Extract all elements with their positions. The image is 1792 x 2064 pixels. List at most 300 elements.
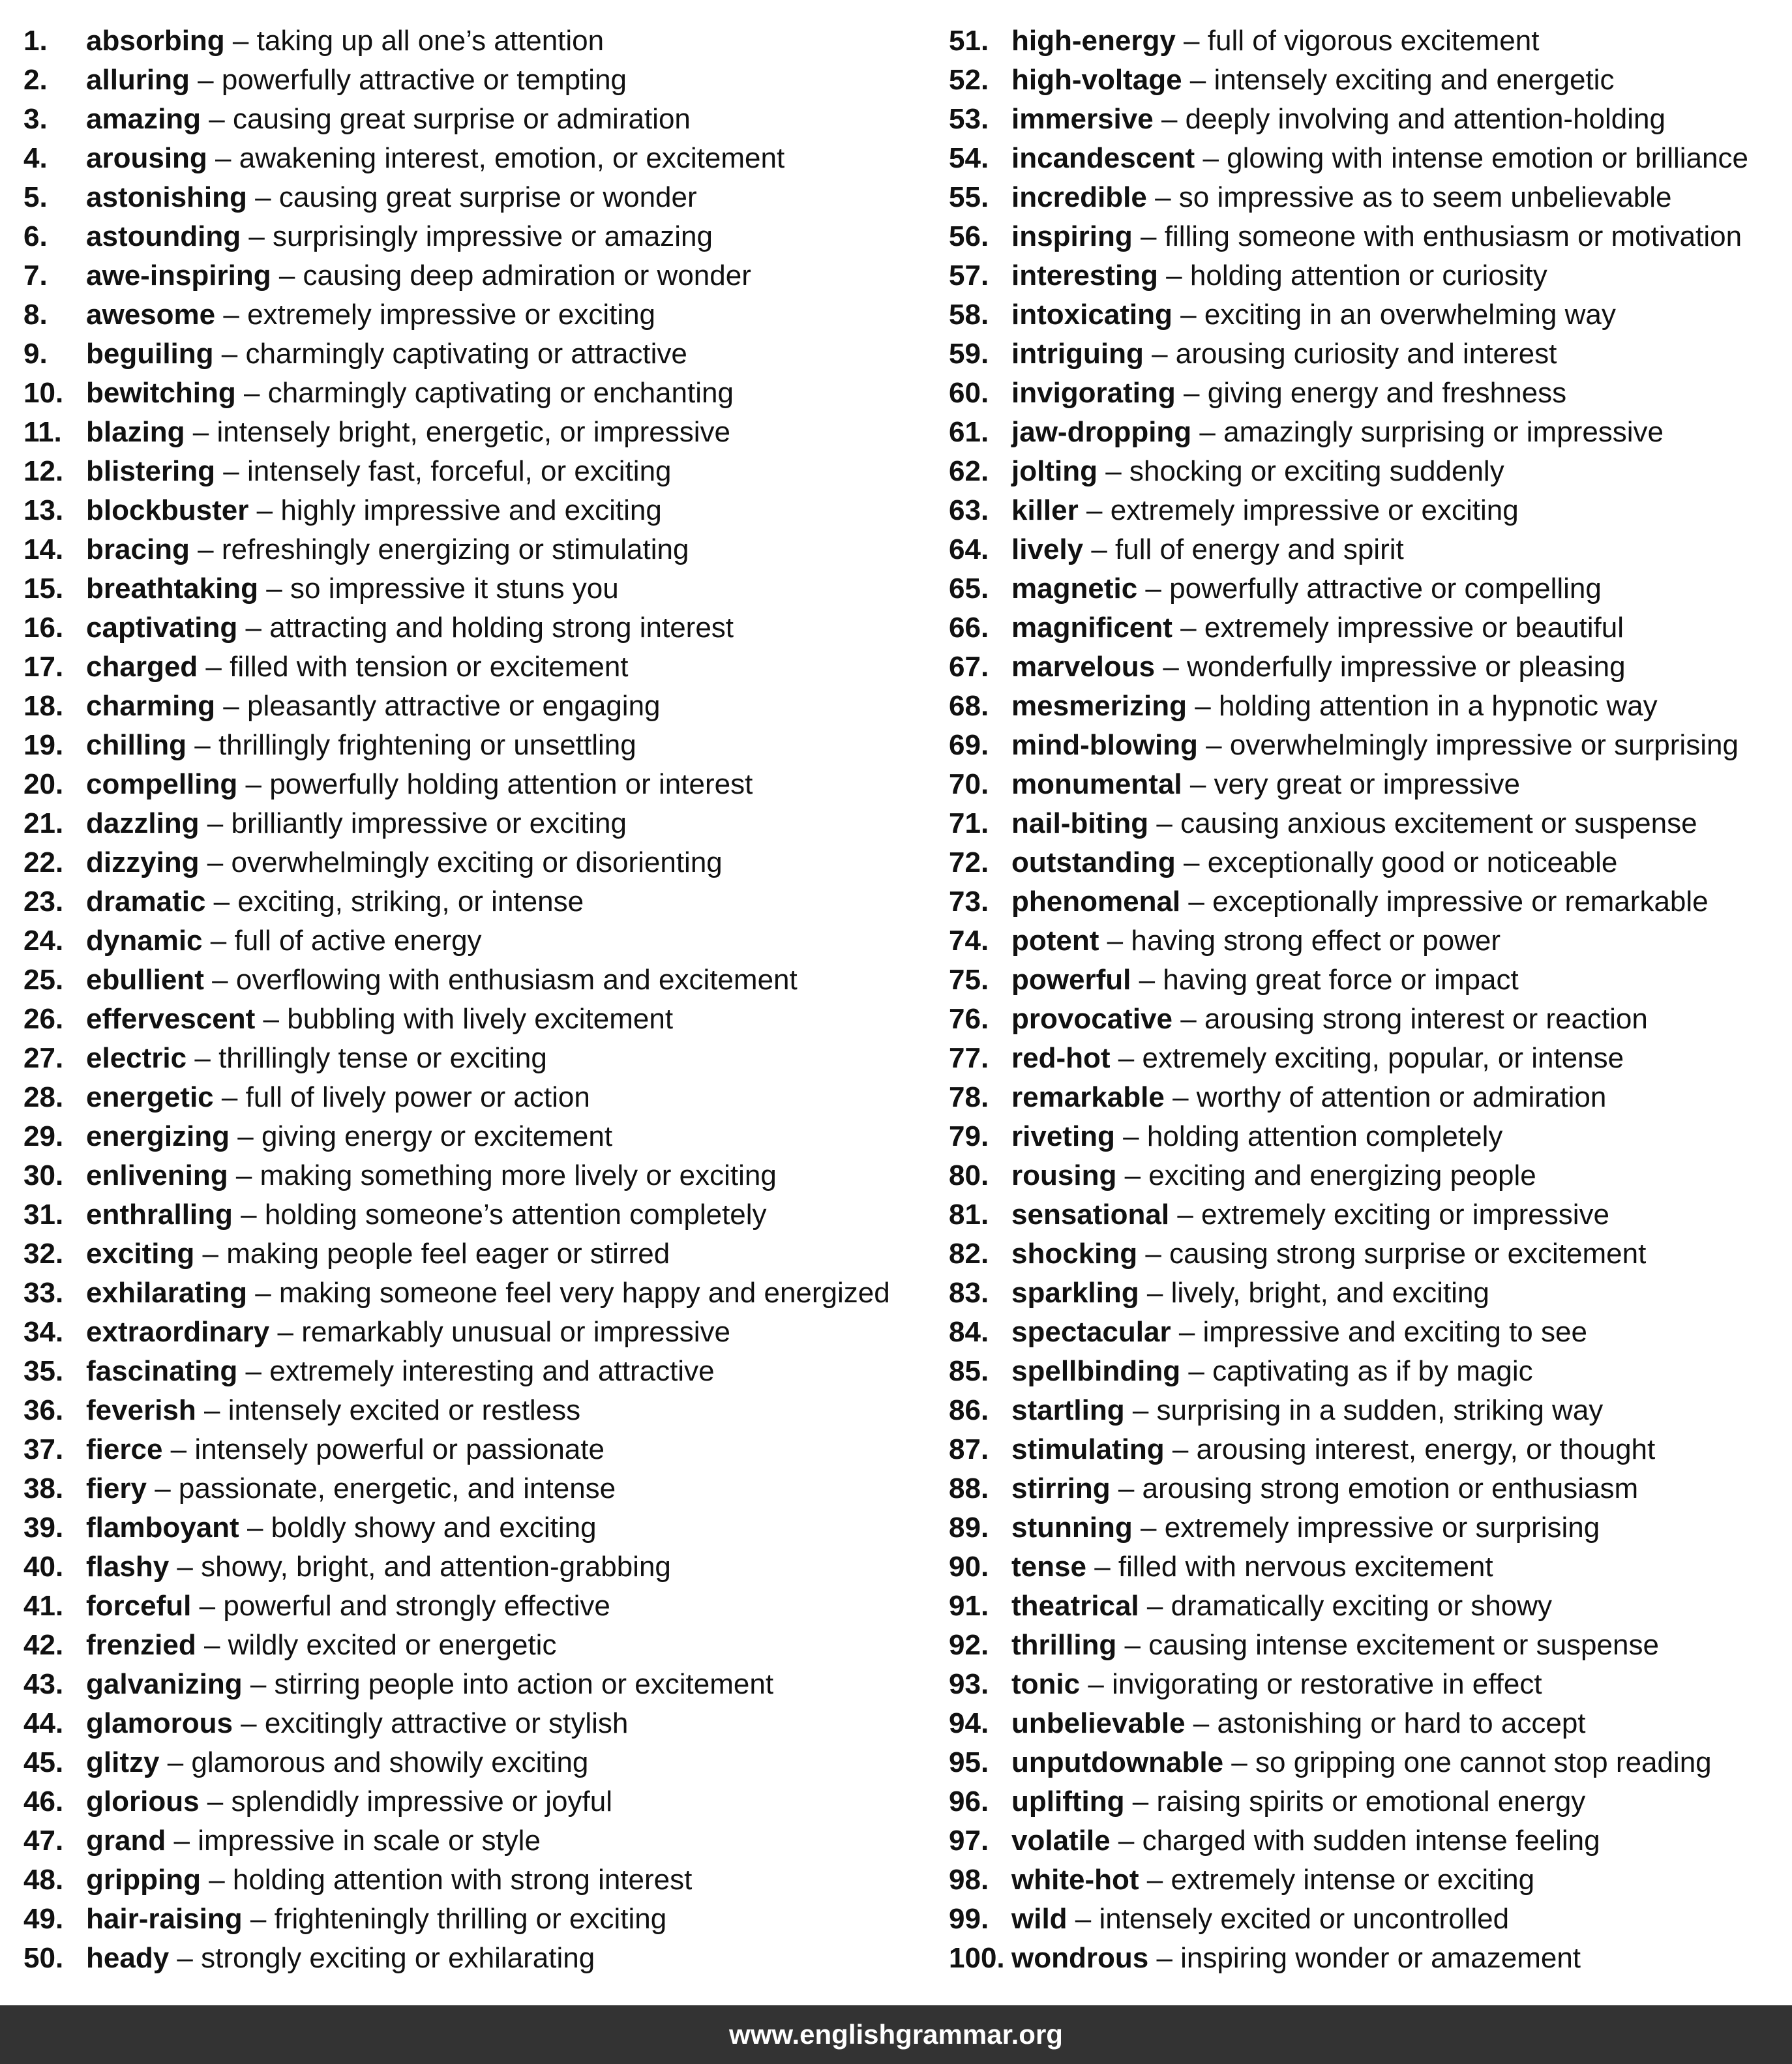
- item-number: 6.: [23, 220, 48, 252]
- list-item: [23, 1548, 923, 1587]
- item-word: mesmerizing: [1011, 690, 1187, 722]
- item-word: monumental: [1011, 768, 1182, 800]
- footer-url[interactable]: www.englishgrammar.org: [729, 2019, 1063, 2050]
- item-word: dramatic: [86, 886, 206, 918]
- item-word: theatrical: [1011, 1590, 1139, 1622]
- item-number: 91.: [949, 1590, 989, 1622]
- item-word: lively: [1011, 533, 1084, 565]
- list-item: [949, 1156, 1790, 1195]
- list-item: [949, 961, 1790, 1000]
- list-item: [949, 726, 1790, 765]
- item-word: forceful: [86, 1590, 192, 1622]
- item-word: beguiling: [86, 338, 214, 370]
- item-separator: –: [213, 886, 230, 918]
- item-number: 49.: [23, 1903, 64, 1935]
- item-separator: –: [215, 142, 231, 174]
- item-word: thrilling: [1011, 1629, 1117, 1661]
- item-text: [1011, 1156, 1536, 1195]
- item-separator: –: [266, 573, 282, 605]
- item-definition: astonishing or hard to accept: [1217, 1707, 1586, 1739]
- item-text: [1011, 413, 1664, 452]
- item-definition: dramatically exciting or showy: [1171, 1590, 1553, 1622]
- item-word: wondrous: [1011, 1942, 1149, 1974]
- list-item: [23, 726, 923, 765]
- item-number: 63.: [949, 494, 989, 526]
- item-number: 56.: [949, 220, 989, 252]
- item-definition: splendidly impressive or joyful: [231, 1786, 612, 1817]
- item-separator: –: [1166, 260, 1182, 292]
- list-item: [23, 961, 923, 1000]
- item-separator: –: [1156, 807, 1172, 839]
- item-number: 79.: [949, 1120, 989, 1152]
- item-text: [1011, 530, 1404, 569]
- item-text: [1011, 921, 1501, 961]
- item-separator: –: [170, 1433, 187, 1465]
- item-text: [1011, 100, 1665, 139]
- item-separator: –: [223, 690, 239, 722]
- item-separator: –: [198, 533, 214, 565]
- item-definition: full of active energy: [234, 925, 482, 957]
- item-separator: –: [241, 1199, 257, 1231]
- list-item: [949, 843, 1790, 882]
- item-separator: –: [1118, 1042, 1135, 1074]
- item-number: 14.: [23, 533, 64, 565]
- item-number: 30.: [23, 1159, 64, 1191]
- item-text: [86, 1117, 612, 1156]
- list-item: [949, 1939, 1790, 1978]
- item-text: [1011, 765, 1520, 804]
- item-word: dizzying: [86, 846, 200, 878]
- item-number: 35.: [23, 1355, 64, 1387]
- list-item: [23, 1117, 923, 1156]
- list-item: [23, 843, 923, 882]
- list-item: [949, 1391, 1790, 1430]
- item-word: glorious: [86, 1786, 200, 1817]
- item-number: 33.: [23, 1277, 64, 1309]
- item-word: alluring: [86, 64, 190, 96]
- item-text: [1011, 1391, 1603, 1430]
- list-item: [23, 1352, 923, 1391]
- list-item: [23, 882, 923, 921]
- item-separator: –: [1177, 1199, 1193, 1231]
- item-text: [1011, 1078, 1606, 1117]
- item-number: 85.: [949, 1355, 989, 1387]
- item-separator: –: [1152, 338, 1168, 370]
- item-definition: wonderfully impressive or pleasing: [1187, 651, 1626, 683]
- item-separator: –: [1139, 964, 1156, 996]
- item-word: hair-raising: [86, 1903, 243, 1935]
- item-separator: –: [205, 651, 222, 683]
- list-item: [949, 413, 1790, 452]
- item-text: [1011, 1665, 1542, 1704]
- item-text: [1011, 843, 1617, 882]
- list-item: [949, 1861, 1790, 1900]
- item-definition: thrillingly tense or exciting: [218, 1042, 547, 1074]
- item-definition: overwhelmingly exciting or disorienting: [231, 846, 723, 878]
- item-definition: causing intense excitement or suspense: [1148, 1629, 1659, 1661]
- item-number: 62.: [949, 455, 989, 487]
- item-definition: brilliantly impressive or exciting: [231, 807, 627, 839]
- list-item: [23, 178, 923, 217]
- item-text: [86, 1391, 580, 1430]
- item-number: 51.: [949, 25, 989, 57]
- item-number: 72.: [949, 846, 989, 878]
- item-separator: –: [1146, 1864, 1163, 1896]
- item-separator: –: [202, 1238, 218, 1270]
- list-item: [23, 61, 923, 100]
- item-separator: –: [1155, 181, 1171, 213]
- item-definition: raising spirits or emotional energy: [1156, 1786, 1586, 1817]
- item-separator: –: [1231, 1746, 1247, 1778]
- item-number: 64.: [949, 533, 989, 565]
- list-item: [23, 295, 923, 335]
- item-number: 38.: [23, 1473, 64, 1504]
- list-item: [23, 100, 923, 139]
- item-word: riveting: [1011, 1120, 1115, 1152]
- list-item: [23, 1195, 923, 1234]
- item-separator: –: [1184, 377, 1200, 409]
- item-separator: –: [1132, 1786, 1149, 1817]
- item-definition: attracting and holding strong interest: [269, 612, 734, 644]
- item-definition: charmingly captivating or enchanting: [267, 377, 734, 409]
- item-separator: –: [194, 1042, 211, 1074]
- item-text: [86, 1821, 541, 1861]
- item-definition: thrillingly frightening or unsettling: [218, 729, 636, 761]
- item-separator: –: [1189, 64, 1206, 96]
- item-number: 40.: [23, 1551, 64, 1583]
- item-separator: –: [246, 1512, 263, 1544]
- item-word: high-voltage: [1011, 64, 1182, 96]
- item-number: 73.: [949, 886, 989, 918]
- list-item: [23, 1234, 923, 1274]
- item-word: glitzy: [86, 1746, 160, 1778]
- list-item: [949, 804, 1790, 843]
- item-word: unputdownable: [1011, 1746, 1224, 1778]
- item-number: 78.: [949, 1081, 989, 1113]
- item-word: breathtaking: [86, 573, 259, 605]
- item-word: magnetic: [1011, 573, 1138, 605]
- item-number: 98.: [949, 1864, 989, 1896]
- item-number: 70.: [949, 768, 989, 800]
- item-number: 75.: [949, 964, 989, 996]
- list-item: [23, 1704, 923, 1743]
- item-separator: –: [209, 1864, 225, 1896]
- list-item: [23, 765, 923, 804]
- item-definition: filled with nervous excitement: [1118, 1551, 1493, 1583]
- item-word: compelling: [86, 768, 238, 800]
- item-word: mind-blowing: [1011, 729, 1198, 761]
- item-number: 87.: [949, 1433, 989, 1465]
- item-number: 77.: [949, 1042, 989, 1074]
- item-word: stirring: [1011, 1473, 1111, 1504]
- item-definition: wildly excited or energetic: [228, 1629, 557, 1661]
- item-definition: intensely bright, energetic, or impressive: [217, 416, 730, 448]
- item-number: 81.: [949, 1199, 989, 1231]
- item-separator: –: [1161, 103, 1178, 135]
- list-item: [23, 1156, 923, 1195]
- item-definition: extremely exciting, popular, or intense: [1142, 1042, 1624, 1074]
- list-item: [23, 1587, 923, 1626]
- item-text: [86, 1078, 590, 1117]
- item-word: tonic: [1011, 1668, 1081, 1700]
- item-text: [1011, 1195, 1609, 1234]
- item-text: [1011, 569, 1602, 608]
- item-text: [86, 1587, 610, 1626]
- item-number: 41.: [23, 1590, 64, 1622]
- item-definition: powerfully holding attention or interest: [269, 768, 753, 800]
- item-word: invigorating: [1011, 377, 1176, 409]
- item-number: 97.: [949, 1825, 989, 1857]
- item-number: 11.: [23, 416, 62, 448]
- item-text: [1011, 1469, 1638, 1508]
- item-word: gripping: [86, 1864, 201, 1896]
- item-text: [86, 1665, 773, 1704]
- list-item: [949, 452, 1790, 491]
- item-definition: making something more lively or exciting: [260, 1159, 777, 1191]
- item-text: [1011, 61, 1614, 100]
- item-word: wild: [1011, 1903, 1068, 1935]
- item-definition: strongly exciting or exhilarating: [201, 1942, 595, 1974]
- item-text: [1011, 1039, 1624, 1078]
- item-number: 34.: [23, 1316, 64, 1348]
- item-definition: filled with tension or excitement: [230, 651, 629, 683]
- item-separator: –: [1105, 455, 1122, 487]
- item-word: arousing: [86, 142, 207, 174]
- item-number: 32.: [23, 1238, 64, 1270]
- item-text: [1011, 726, 1739, 765]
- item-text: [86, 1743, 588, 1782]
- item-definition: worthy of attention or admiration: [1196, 1081, 1607, 1113]
- item-definition: impressive in scale or style: [198, 1825, 541, 1857]
- item-definition: intensely exciting and energetic: [1214, 64, 1615, 96]
- list-item: [949, 61, 1790, 100]
- item-definition: extremely impressive or surprising: [1164, 1512, 1600, 1544]
- item-separator: –: [1188, 886, 1204, 918]
- item-separator: –: [248, 220, 265, 252]
- item-separator: –: [1180, 1003, 1197, 1035]
- item-text: [1011, 1117, 1502, 1156]
- item-separator: –: [245, 768, 261, 800]
- item-separator: –: [204, 1394, 220, 1426]
- item-definition: exceptionally good or noticeable: [1207, 846, 1618, 878]
- item-text: [86, 256, 751, 295]
- item-text: [86, 1430, 605, 1469]
- item-separator: –: [278, 260, 295, 292]
- item-definition: holding someone’s attention completely: [264, 1199, 767, 1231]
- item-word: sparkling: [1011, 1277, 1139, 1309]
- item-text: [86, 1313, 730, 1352]
- item-number: 68.: [949, 690, 989, 722]
- item-text: [86, 217, 713, 256]
- item-definition: exceptionally impressive or remarkable: [1212, 886, 1709, 918]
- item-number: 60.: [949, 377, 989, 409]
- item-number: 16.: [23, 612, 64, 644]
- item-word: chilling: [86, 729, 187, 761]
- item-number: 55.: [949, 181, 989, 213]
- word-list-column-right: [949, 22, 1790, 1978]
- item-definition: arousing curiosity and interest: [1175, 338, 1557, 370]
- list-item: [23, 804, 923, 843]
- list-item: [949, 295, 1790, 335]
- item-definition: deeply involving and attention-holding: [1185, 103, 1665, 135]
- item-definition: full of vigorous excitement: [1207, 25, 1540, 57]
- item-text: [1011, 1352, 1533, 1391]
- item-definition: filling someone with enthusiasm or motivation: [1164, 220, 1742, 252]
- item-text: [1011, 1821, 1600, 1861]
- item-text: [86, 22, 604, 61]
- list-item: [949, 491, 1790, 530]
- list-item: [949, 1117, 1790, 1156]
- item-word: awesome: [86, 299, 216, 331]
- item-text: [86, 569, 619, 608]
- item-text: [86, 139, 784, 178]
- item-number: 3.: [23, 103, 48, 135]
- item-text: [86, 608, 734, 648]
- item-definition: holding attention completely: [1146, 1120, 1503, 1152]
- item-separator: –: [192, 416, 209, 448]
- item-word: inspiring: [1011, 220, 1133, 252]
- item-word: dynamic: [86, 925, 203, 957]
- item-word: effervescent: [86, 1003, 256, 1035]
- item-separator: –: [207, 807, 224, 839]
- list-item: [949, 1039, 1790, 1078]
- item-definition: awakening interest, emotion, or excitement: [239, 142, 785, 174]
- item-definition: overwhelmingly impressive or surprising: [1229, 729, 1739, 761]
- item-word: outstanding: [1011, 846, 1176, 878]
- item-number: 57.: [949, 260, 989, 292]
- item-text: [1011, 1939, 1581, 1978]
- item-separator: –: [1124, 1629, 1141, 1661]
- item-definition: causing great surprise or wonder: [278, 181, 697, 213]
- item-word: astounding: [86, 220, 241, 252]
- item-word: charged: [86, 651, 198, 683]
- item-number: 25.: [23, 964, 64, 996]
- item-definition: amazingly surprising or impressive: [1223, 416, 1664, 448]
- item-word: exhilarating: [86, 1277, 247, 1309]
- item-number: 22.: [23, 846, 64, 878]
- item-number: 61.: [949, 416, 989, 448]
- list-item: [949, 530, 1790, 569]
- item-separator: –: [244, 377, 260, 409]
- item-separator: –: [1146, 1277, 1163, 1309]
- list-item: [23, 22, 923, 61]
- item-definition: excitingly attractive or stylish: [264, 1707, 629, 1739]
- item-separator: –: [1180, 299, 1197, 331]
- item-number: 27.: [23, 1042, 64, 1074]
- list-item: [23, 648, 923, 687]
- item-definition: invigorating or restorative in effect: [1112, 1668, 1542, 1700]
- item-definition: causing deep admiration or wonder: [303, 260, 751, 292]
- item-number: 83.: [949, 1277, 989, 1309]
- item-text: [86, 295, 655, 335]
- list-item: [949, 1782, 1790, 1821]
- list-item: [23, 608, 923, 648]
- list-item: [949, 1587, 1790, 1626]
- item-word: enthralling: [86, 1199, 233, 1231]
- item-text: [1011, 1861, 1534, 1900]
- item-text: [86, 1274, 890, 1313]
- item-definition: surprisingly impressive or amazing: [273, 220, 713, 252]
- item-definition: extremely impressive or exciting: [247, 299, 656, 331]
- item-separator: –: [245, 612, 261, 644]
- list-item: [23, 921, 923, 961]
- item-definition: arousing interest, energy, or thought: [1196, 1433, 1656, 1465]
- item-definition: charmingly captivating or attractive: [245, 338, 687, 370]
- item-number: 10.: [23, 377, 64, 409]
- item-definition: extremely intense or exciting: [1171, 1864, 1535, 1896]
- item-word: intriguing: [1011, 338, 1144, 370]
- item-number: 39.: [23, 1512, 64, 1544]
- item-word: amazing: [86, 103, 202, 135]
- item-separator: –: [173, 1825, 190, 1857]
- item-definition: full of lively power or action: [245, 1081, 590, 1113]
- item-word: tense: [1011, 1551, 1086, 1583]
- item-word: marvelous: [1011, 651, 1156, 683]
- list-item: [23, 139, 923, 178]
- item-definition: glowing with intense emotion or brilliance: [1227, 142, 1748, 174]
- item-number: 18.: [23, 690, 64, 722]
- item-definition: impressive and exciting to see: [1202, 1316, 1587, 1348]
- item-word: heady: [86, 1942, 170, 1974]
- item-separator: –: [1145, 573, 1161, 605]
- item-word: electric: [86, 1042, 187, 1074]
- item-word: powerful: [1011, 964, 1131, 996]
- item-separator: –: [255, 181, 271, 213]
- item-separator: –: [1088, 1668, 1104, 1700]
- item-text: [1011, 452, 1504, 491]
- item-separator: –: [1195, 690, 1211, 722]
- item-word: bewitching: [86, 377, 236, 409]
- item-number: 96.: [949, 1786, 989, 1817]
- item-text: [86, 1939, 595, 1978]
- item-definition: full of energy and spirit: [1115, 533, 1404, 565]
- item-separator: –: [237, 1120, 254, 1152]
- item-separator: –: [1124, 1159, 1141, 1191]
- item-number: 50.: [23, 1942, 64, 1974]
- item-definition: so impressive as to seem unbelievable: [1178, 181, 1672, 213]
- item-word: jolting: [1011, 455, 1098, 487]
- item-text: [1011, 961, 1519, 1000]
- item-text: [1011, 804, 1697, 843]
- item-definition: causing strong surprise or excitement: [1169, 1238, 1647, 1270]
- item-word: immersive: [1011, 103, 1154, 135]
- item-number: 2.: [23, 64, 48, 96]
- list-item: [949, 374, 1790, 413]
- item-definition: extremely impressive or exciting: [1110, 494, 1519, 526]
- item-text: [1011, 1313, 1587, 1352]
- item-separator: –: [1184, 25, 1200, 57]
- list-item: [949, 178, 1790, 217]
- list-item: [23, 1626, 923, 1665]
- item-text: [1011, 335, 1557, 374]
- item-separator: –: [1189, 768, 1206, 800]
- item-number: 90.: [949, 1551, 989, 1583]
- item-number: 74.: [949, 925, 989, 957]
- item-number: 52.: [949, 64, 989, 96]
- list-item: [949, 1234, 1790, 1274]
- item-separator: –: [177, 1942, 193, 1974]
- item-number: 43.: [23, 1668, 64, 1700]
- item-text: [86, 452, 672, 491]
- item-word: grand: [86, 1825, 166, 1857]
- item-word: blistering: [86, 455, 216, 487]
- item-separator: –: [1118, 1825, 1135, 1857]
- item-number: 99.: [949, 1903, 989, 1935]
- item-text: [86, 1234, 670, 1274]
- list-item: [949, 882, 1790, 921]
- item-text: [86, 335, 687, 374]
- item-separator: –: [167, 1746, 184, 1778]
